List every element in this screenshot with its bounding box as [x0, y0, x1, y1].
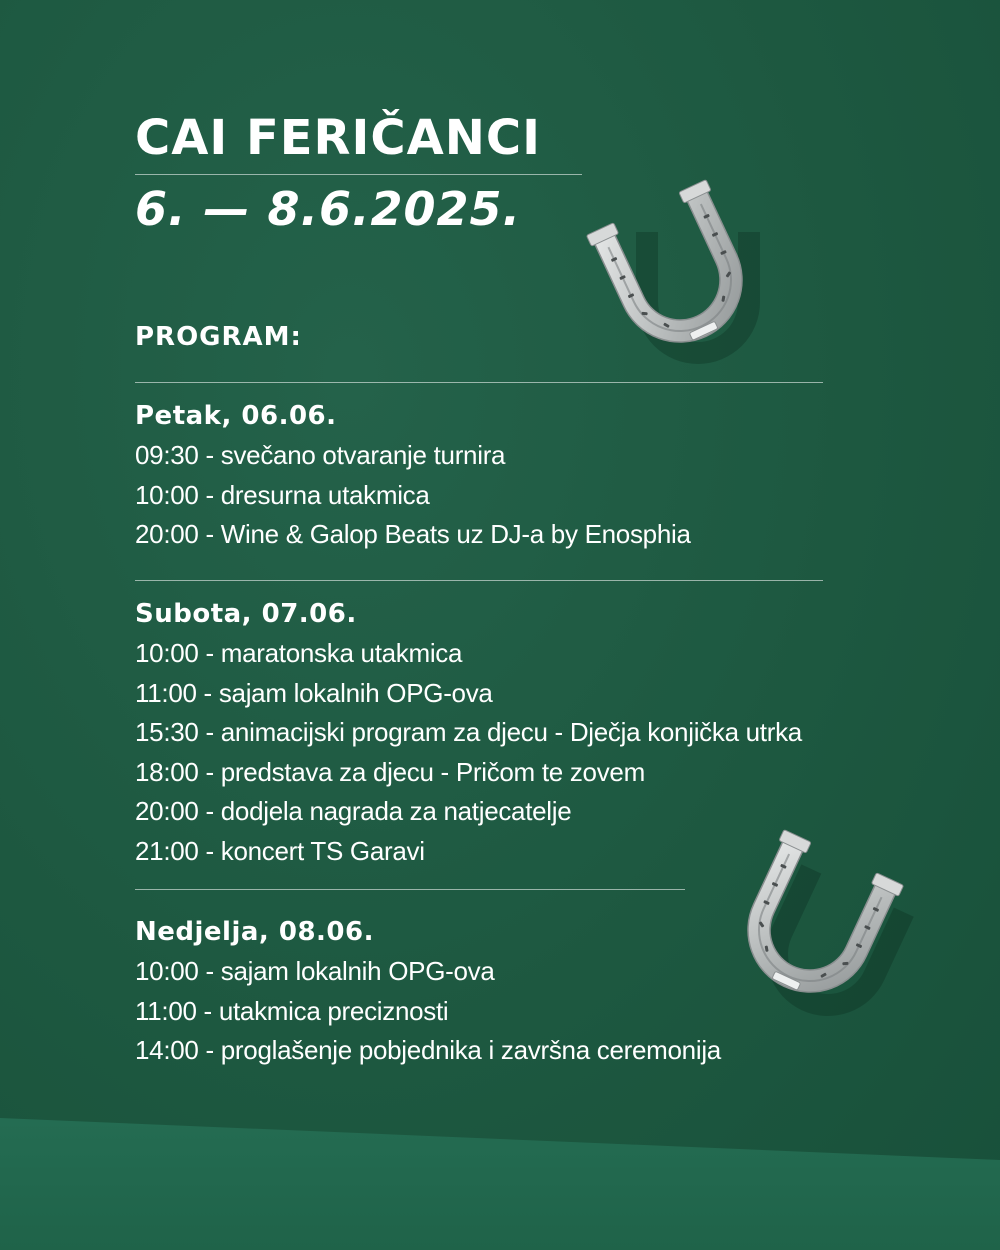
- section-divider: [135, 580, 823, 581]
- event-item: 14:00 - proglašenje pobjednika i završna ceremonija: [135, 1035, 721, 1065]
- title-divider: [135, 174, 582, 175]
- event-item: 20:00 - dodjela nagrada za natjecatelje: [135, 796, 572, 826]
- event-item: 18:00 - predstava za djecu - Pričom te zovem: [135, 756, 645, 787]
- day-title: Nedjelja, 08.06.: [135, 917, 374, 947]
- event-dates: 6. — 8.6.2025.: [135, 182, 521, 236]
- section-divider: [135, 889, 685, 890]
- program-heading: PROGRAM:: [135, 322, 302, 352]
- horseshoe-icon: [560, 160, 800, 390]
- event-item: 10:00 - dresurna utakmica: [135, 479, 430, 510]
- event-title: CAI FERIČANCI: [135, 110, 541, 166]
- event-item: 21:00 - koncert TS Garavi: [135, 835, 425, 866]
- day-section-friday: [135, 396, 691, 555]
- event-item: 11:00 - utakmica preciznosti: [135, 995, 449, 1026]
- day-section-sunday: [135, 912, 721, 1071]
- event-item: 10:00 - maratonska utakmica: [135, 638, 463, 668]
- event-item: 09:30 - svečano otvaranje turnira: [135, 440, 506, 470]
- event-item: 15:30 - animacijski program za djecu - Dječja konjička utrka: [135, 717, 802, 747]
- event-item: 10:00 - sajam lokalnih OPG-ova: [135, 956, 495, 986]
- event-item: 20:00 - Wine & Galop Beats uz DJ-a by Enosphia: [135, 519, 691, 549]
- horseshoe-icon: [690, 820, 930, 1050]
- day-title: Subota, 07.06.: [135, 599, 357, 629]
- day-title: Petak, 06.06.: [135, 401, 337, 431]
- event-item: 11:00 - sajam lokalnih OPG-ova: [135, 677, 493, 708]
